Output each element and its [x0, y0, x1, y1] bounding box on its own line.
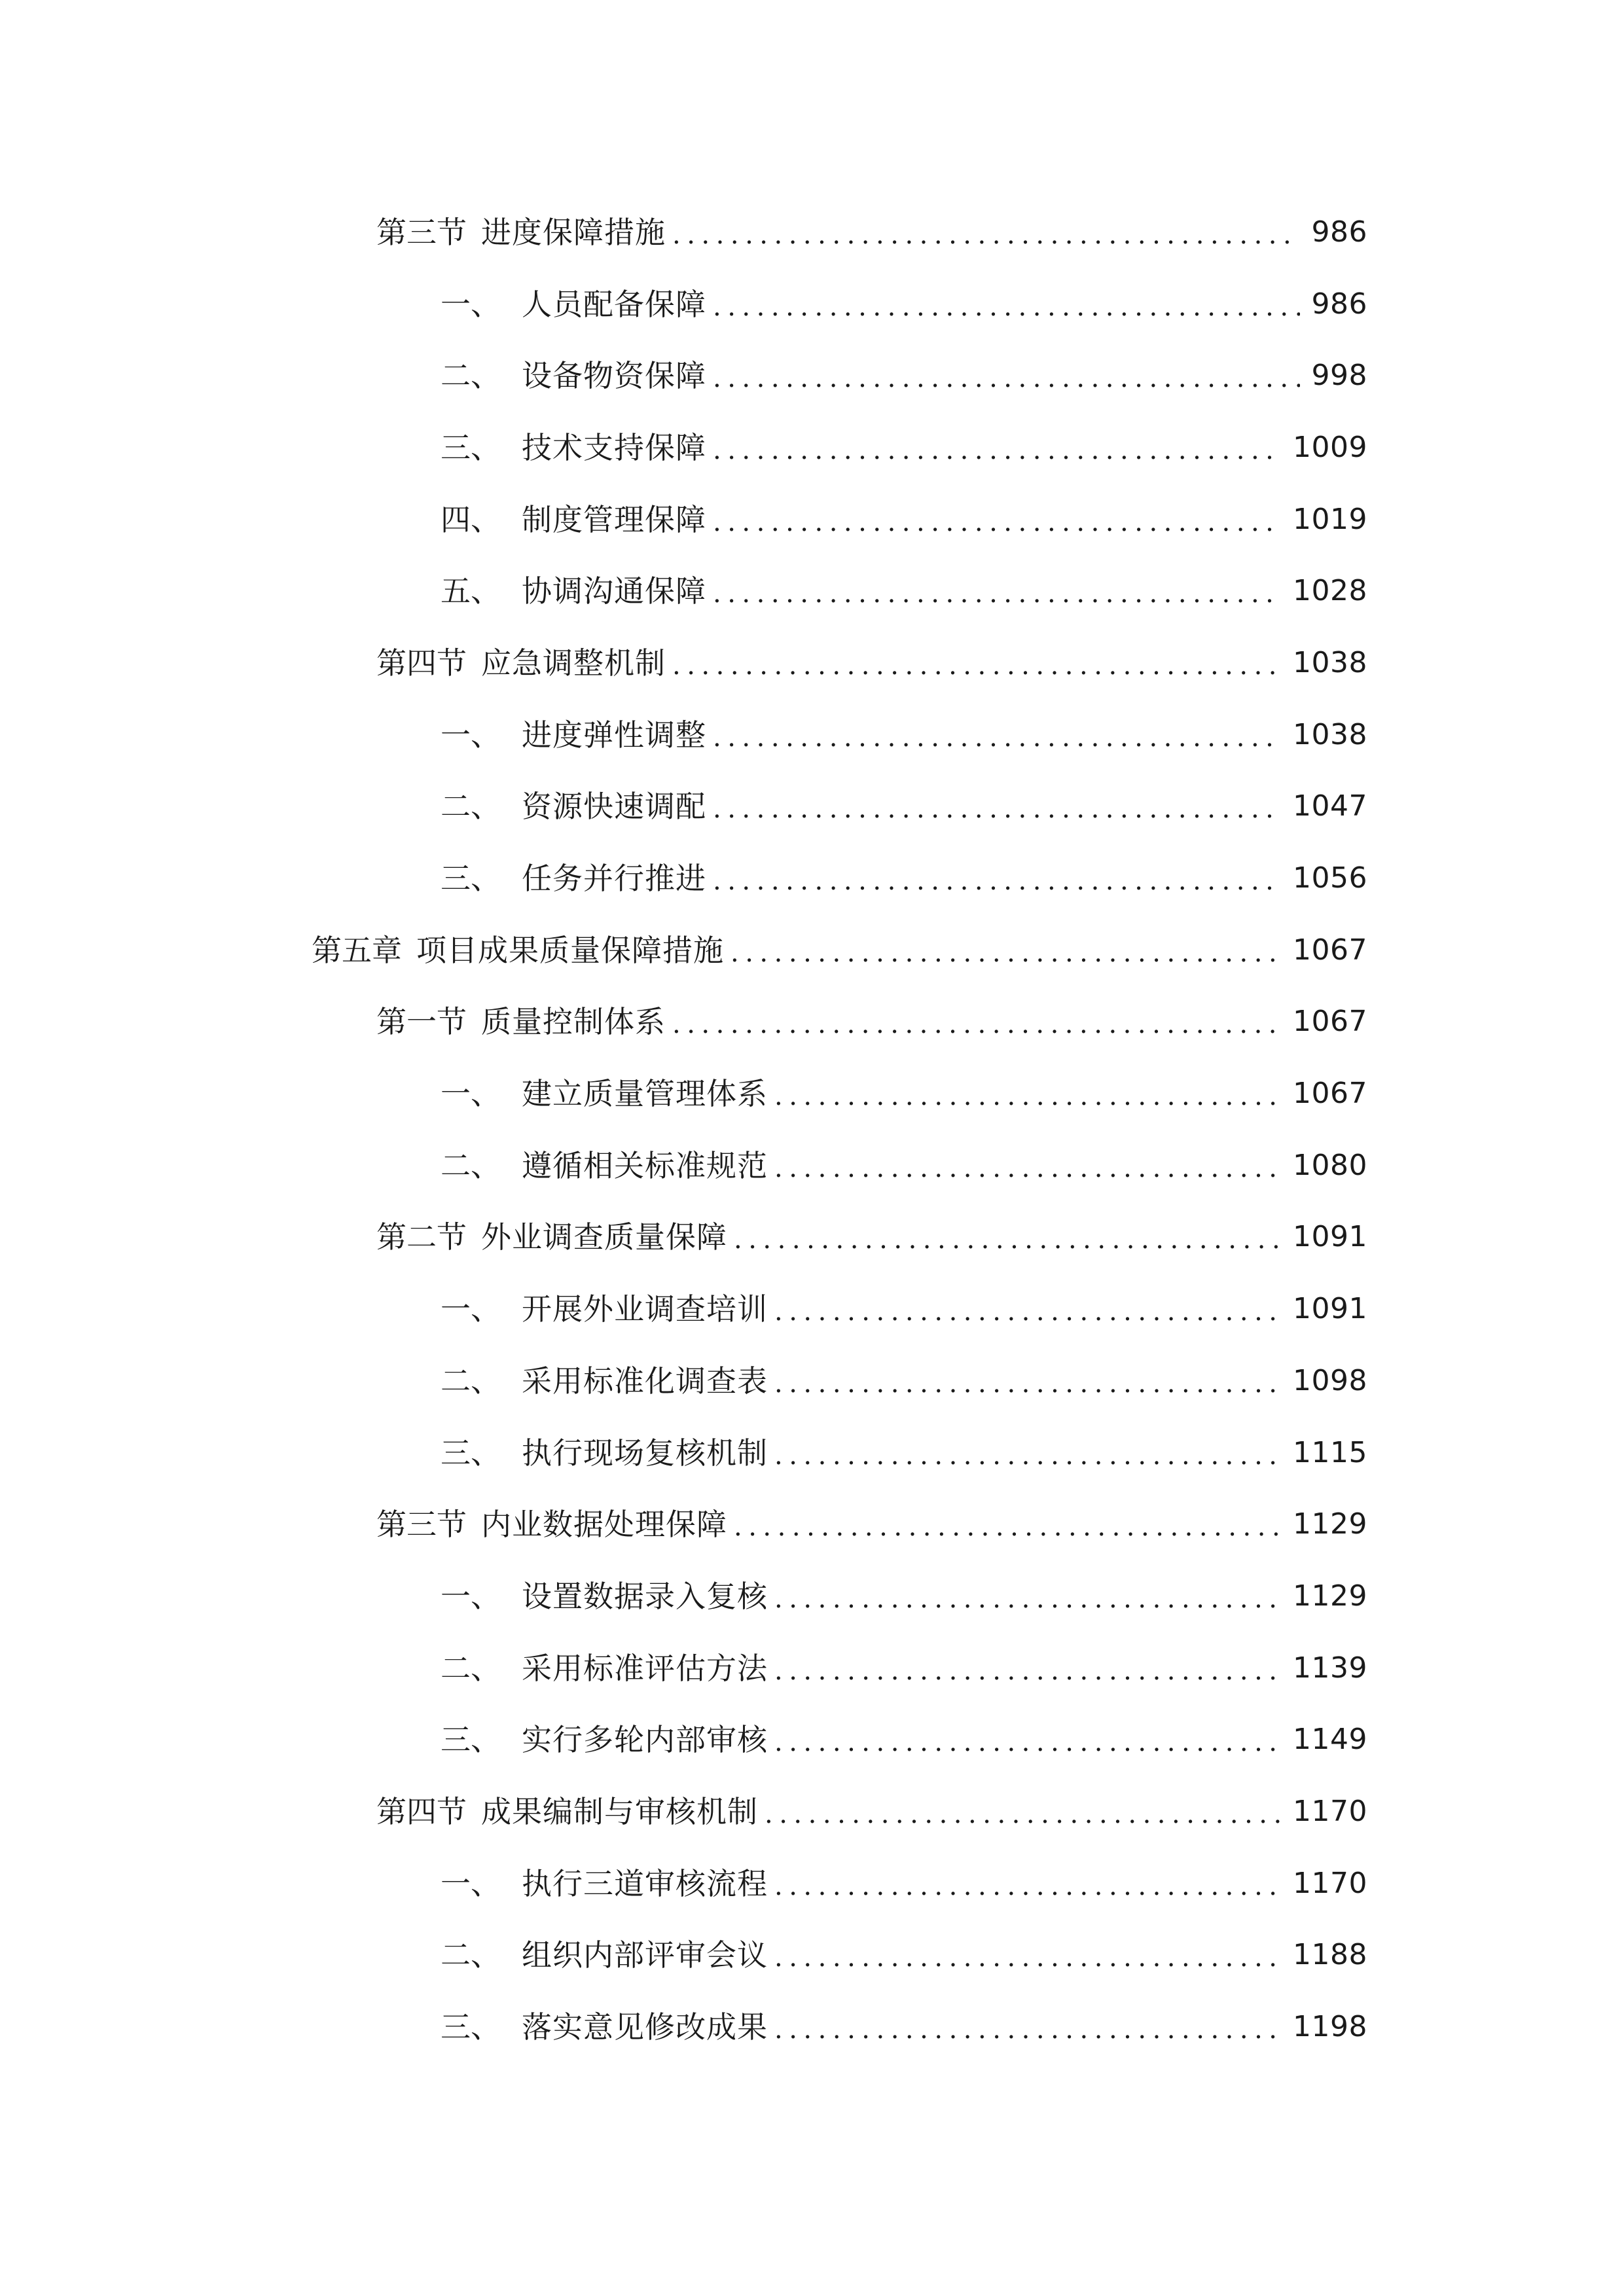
toc-entry[interactable] — [0, 1632, 1624, 1704]
toc-dot-leader — [713, 796, 1281, 822]
toc-entry[interactable] — [0, 1273, 1624, 1345]
toc-entry-page-number: 1188 — [1293, 1938, 1367, 1972]
toc-entry-title: 进度保障措施 — [481, 214, 666, 250]
toc-dot-leader — [774, 1443, 1281, 1469]
toc-entry[interactable] — [0, 986, 1624, 1058]
toc-entry-number: 二、 — [441, 1363, 501, 1399]
toc-entry[interactable] — [0, 1345, 1624, 1417]
toc-entry[interactable] — [0, 340, 1624, 412]
toc-entry-page-number: 1009 — [1293, 430, 1367, 464]
toc-entry[interactable] — [0, 1920, 1624, 1992]
toc-entry[interactable] — [0, 842, 1624, 914]
toc-dot-leader — [774, 1299, 1281, 1325]
toc-entry[interactable] — [0, 196, 1624, 268]
toc-entry-number: 第四节 — [376, 1793, 467, 1829]
toc-dot-leader — [734, 1514, 1281, 1540]
toc-entry-title: 制度管理保障 — [522, 501, 706, 537]
toc-dot-leader — [765, 1801, 1281, 1827]
toc-entry-title: 建立质量管理体系 — [522, 1076, 768, 1112]
toc-dot-leader — [713, 294, 1300, 320]
toc-entry-page-number: 1067 — [1293, 1077, 1367, 1111]
toc-entry[interactable] — [0, 627, 1624, 699]
toc-entry-page-number: 1056 — [1293, 861, 1367, 895]
toc-entry[interactable] — [0, 1776, 1624, 1848]
toc-entry[interactable] — [0, 1130, 1624, 1202]
toc-entry[interactable] — [0, 412, 1624, 484]
toc-entry-title: 开展外业调查培训 — [522, 1291, 768, 1327]
toc-entry-title: 内业数据处理保障 — [481, 1507, 727, 1543]
toc-entry[interactable] — [0, 1848, 1624, 1920]
toc-entry-number: 一、 — [441, 286, 501, 322]
toc-entry-title: 人员配备保障 — [522, 286, 706, 322]
toc-entry-number: 三、 — [441, 1722, 501, 1758]
toc-entry-number: 二、 — [441, 1650, 501, 1686]
toc-entry-number: 二、 — [441, 789, 501, 825]
toc-dot-leader — [774, 1083, 1281, 1109]
toc-entry-number: 二、 — [441, 358, 501, 394]
toc-entry-number: 一、 — [441, 1865, 501, 1901]
toc-entry-page-number: 1129 — [1293, 1507, 1367, 1541]
toc-entry-title: 进度弹性调整 — [522, 717, 706, 753]
toc-entry[interactable] — [0, 1991, 1624, 2063]
toc-entry[interactable] — [0, 1058, 1624, 1130]
toc-entry-number: 一、 — [441, 1076, 501, 1112]
toc-entry-page-number: 998 — [1311, 359, 1367, 393]
toc-entry-title: 协调沟通保障 — [522, 573, 706, 609]
toc-entry-page-number: 1019 — [1293, 502, 1367, 536]
toc-dot-leader — [774, 1729, 1281, 1755]
toc-entry-title: 落实意见修改成果 — [522, 2009, 768, 2045]
toc-entry[interactable] — [0, 771, 1624, 843]
toc-entry-page-number: 1098 — [1293, 1363, 1367, 1397]
toc-entry-page-number: 1091 — [1293, 1220, 1367, 1254]
toc-entry-title: 应急调整机制 — [481, 645, 666, 681]
toc-entry-number: 二、 — [441, 1147, 501, 1183]
toc-entry-number: 一、 — [441, 1291, 501, 1327]
toc-dot-leader — [713, 365, 1300, 391]
toc-dot-leader — [774, 2017, 1281, 2043]
toc-entry-page-number: 1198 — [1293, 2010, 1367, 2044]
toc-dot-leader — [774, 1371, 1281, 1397]
toc-entry-title: 实行多轮内部审核 — [522, 1722, 768, 1758]
toc-dot-leader — [713, 437, 1281, 463]
toc-entry[interactable] — [0, 1202, 1624, 1274]
toc-entry-title: 资源快速调配 — [522, 789, 706, 825]
toc-entry-page-number: 986 — [1311, 215, 1367, 249]
toc-entry-page-number: 1067 — [1293, 933, 1367, 967]
toc-entry-title: 技术支持保障 — [522, 429, 706, 465]
toc-entry[interactable] — [0, 1704, 1624, 1776]
toc-entry-title: 质量控制体系 — [481, 1004, 666, 1040]
toc-entry-title: 设备物资保障 — [522, 358, 706, 394]
toc-dot-leader — [774, 1586, 1281, 1612]
toc-entry-page-number: 1170 — [1293, 1866, 1367, 1900]
toc-dot-leader — [774, 1873, 1281, 1899]
toc-entry-page-number: 1170 — [1293, 1794, 1367, 1828]
toc-entry-number: 二、 — [441, 1937, 501, 1973]
toc-entry[interactable] — [0, 1488, 1624, 1560]
toc-dot-leader — [774, 1945, 1281, 1971]
toc-entry-page-number: 1149 — [1293, 1723, 1367, 1757]
toc-entry-page-number: 1080 — [1293, 1148, 1367, 1182]
toc-entry-title: 成果编制与审核机制 — [481, 1793, 758, 1829]
toc-entry-number: 五、 — [441, 573, 501, 609]
toc-entry-number: 第五章 — [312, 932, 402, 968]
toc-entry[interactable] — [0, 914, 1624, 986]
toc-entry-number: 第三节 — [376, 1507, 467, 1543]
toc-entry-number: 三、 — [441, 1435, 501, 1471]
toc-entry-number: 第四节 — [376, 645, 467, 681]
toc-entry-page-number: 1067 — [1293, 1005, 1367, 1039]
toc-entry-page-number: 1038 — [1293, 645, 1367, 679]
toc-dot-leader — [672, 1011, 1281, 1037]
toc-entry-title: 遵循相关标准规范 — [522, 1147, 768, 1183]
toc-dot-leader — [731, 940, 1281, 966]
toc-entry-title: 采用标准评估方法 — [522, 1650, 768, 1686]
toc-entry-page-number: 1115 — [1293, 1435, 1367, 1469]
toc-entry-page-number: 1047 — [1293, 789, 1367, 823]
toc-entry-title: 任务并行推进 — [522, 861, 706, 897]
toc-dot-leader — [713, 868, 1281, 894]
toc-entry-page-number: 1028 — [1293, 574, 1367, 608]
toc-entry[interactable] — [0, 484, 1624, 556]
toc-entry-number: 三、 — [441, 861, 501, 897]
toc-entry-title: 采用标准化调查表 — [522, 1363, 768, 1399]
table-of-contents — [0, 196, 1624, 2063]
toc-entry-number: 第二节 — [376, 1219, 467, 1255]
toc-entry-number: 三、 — [441, 429, 501, 465]
toc-entry-number: 四、 — [441, 501, 501, 537]
toc-dot-leader — [713, 725, 1281, 751]
toc-entry-page-number: 1129 — [1293, 1579, 1367, 1613]
toc-entry-title: 组织内部评审会议 — [522, 1937, 768, 1973]
toc-dot-leader — [713, 581, 1281, 607]
toc-entry-number: 一、 — [441, 1578, 501, 1614]
toc-dot-leader — [734, 1227, 1281, 1253]
toc-entry[interactable] — [0, 268, 1624, 340]
toc-entry-number: 第一节 — [376, 1004, 467, 1040]
toc-entry-title: 执行三道审核流程 — [522, 1865, 768, 1901]
toc-entry-title: 设置数据录入复核 — [522, 1578, 768, 1614]
toc-entry-number: 一、 — [441, 717, 501, 753]
toc-dot-leader — [774, 1155, 1281, 1181]
toc-entry[interactable] — [0, 1560, 1624, 1632]
toc-entry-page-number: 1139 — [1293, 1651, 1367, 1685]
toc-entry-title: 外业调查质量保障 — [481, 1219, 727, 1255]
toc-entry-title: 执行现场复核机制 — [522, 1435, 768, 1471]
toc-entry[interactable] — [0, 555, 1624, 627]
toc-entry-title: 项目成果质量保障措施 — [416, 932, 724, 968]
toc-entry-number: 第三节 — [376, 214, 467, 250]
toc-entry-number: 三、 — [441, 2009, 501, 2045]
toc-entry-page-number: 986 — [1311, 287, 1367, 321]
toc-entry-page-number: 1091 — [1293, 1292, 1367, 1326]
toc-dot-leader — [713, 509, 1281, 535]
toc-dot-leader — [672, 222, 1300, 248]
toc-entry-page-number: 1038 — [1293, 717, 1367, 751]
toc-entry[interactable] — [0, 1417, 1624, 1489]
toc-dot-leader — [672, 653, 1281, 679]
toc-entry[interactable] — [0, 699, 1624, 771]
toc-dot-leader — [774, 1658, 1281, 1684]
